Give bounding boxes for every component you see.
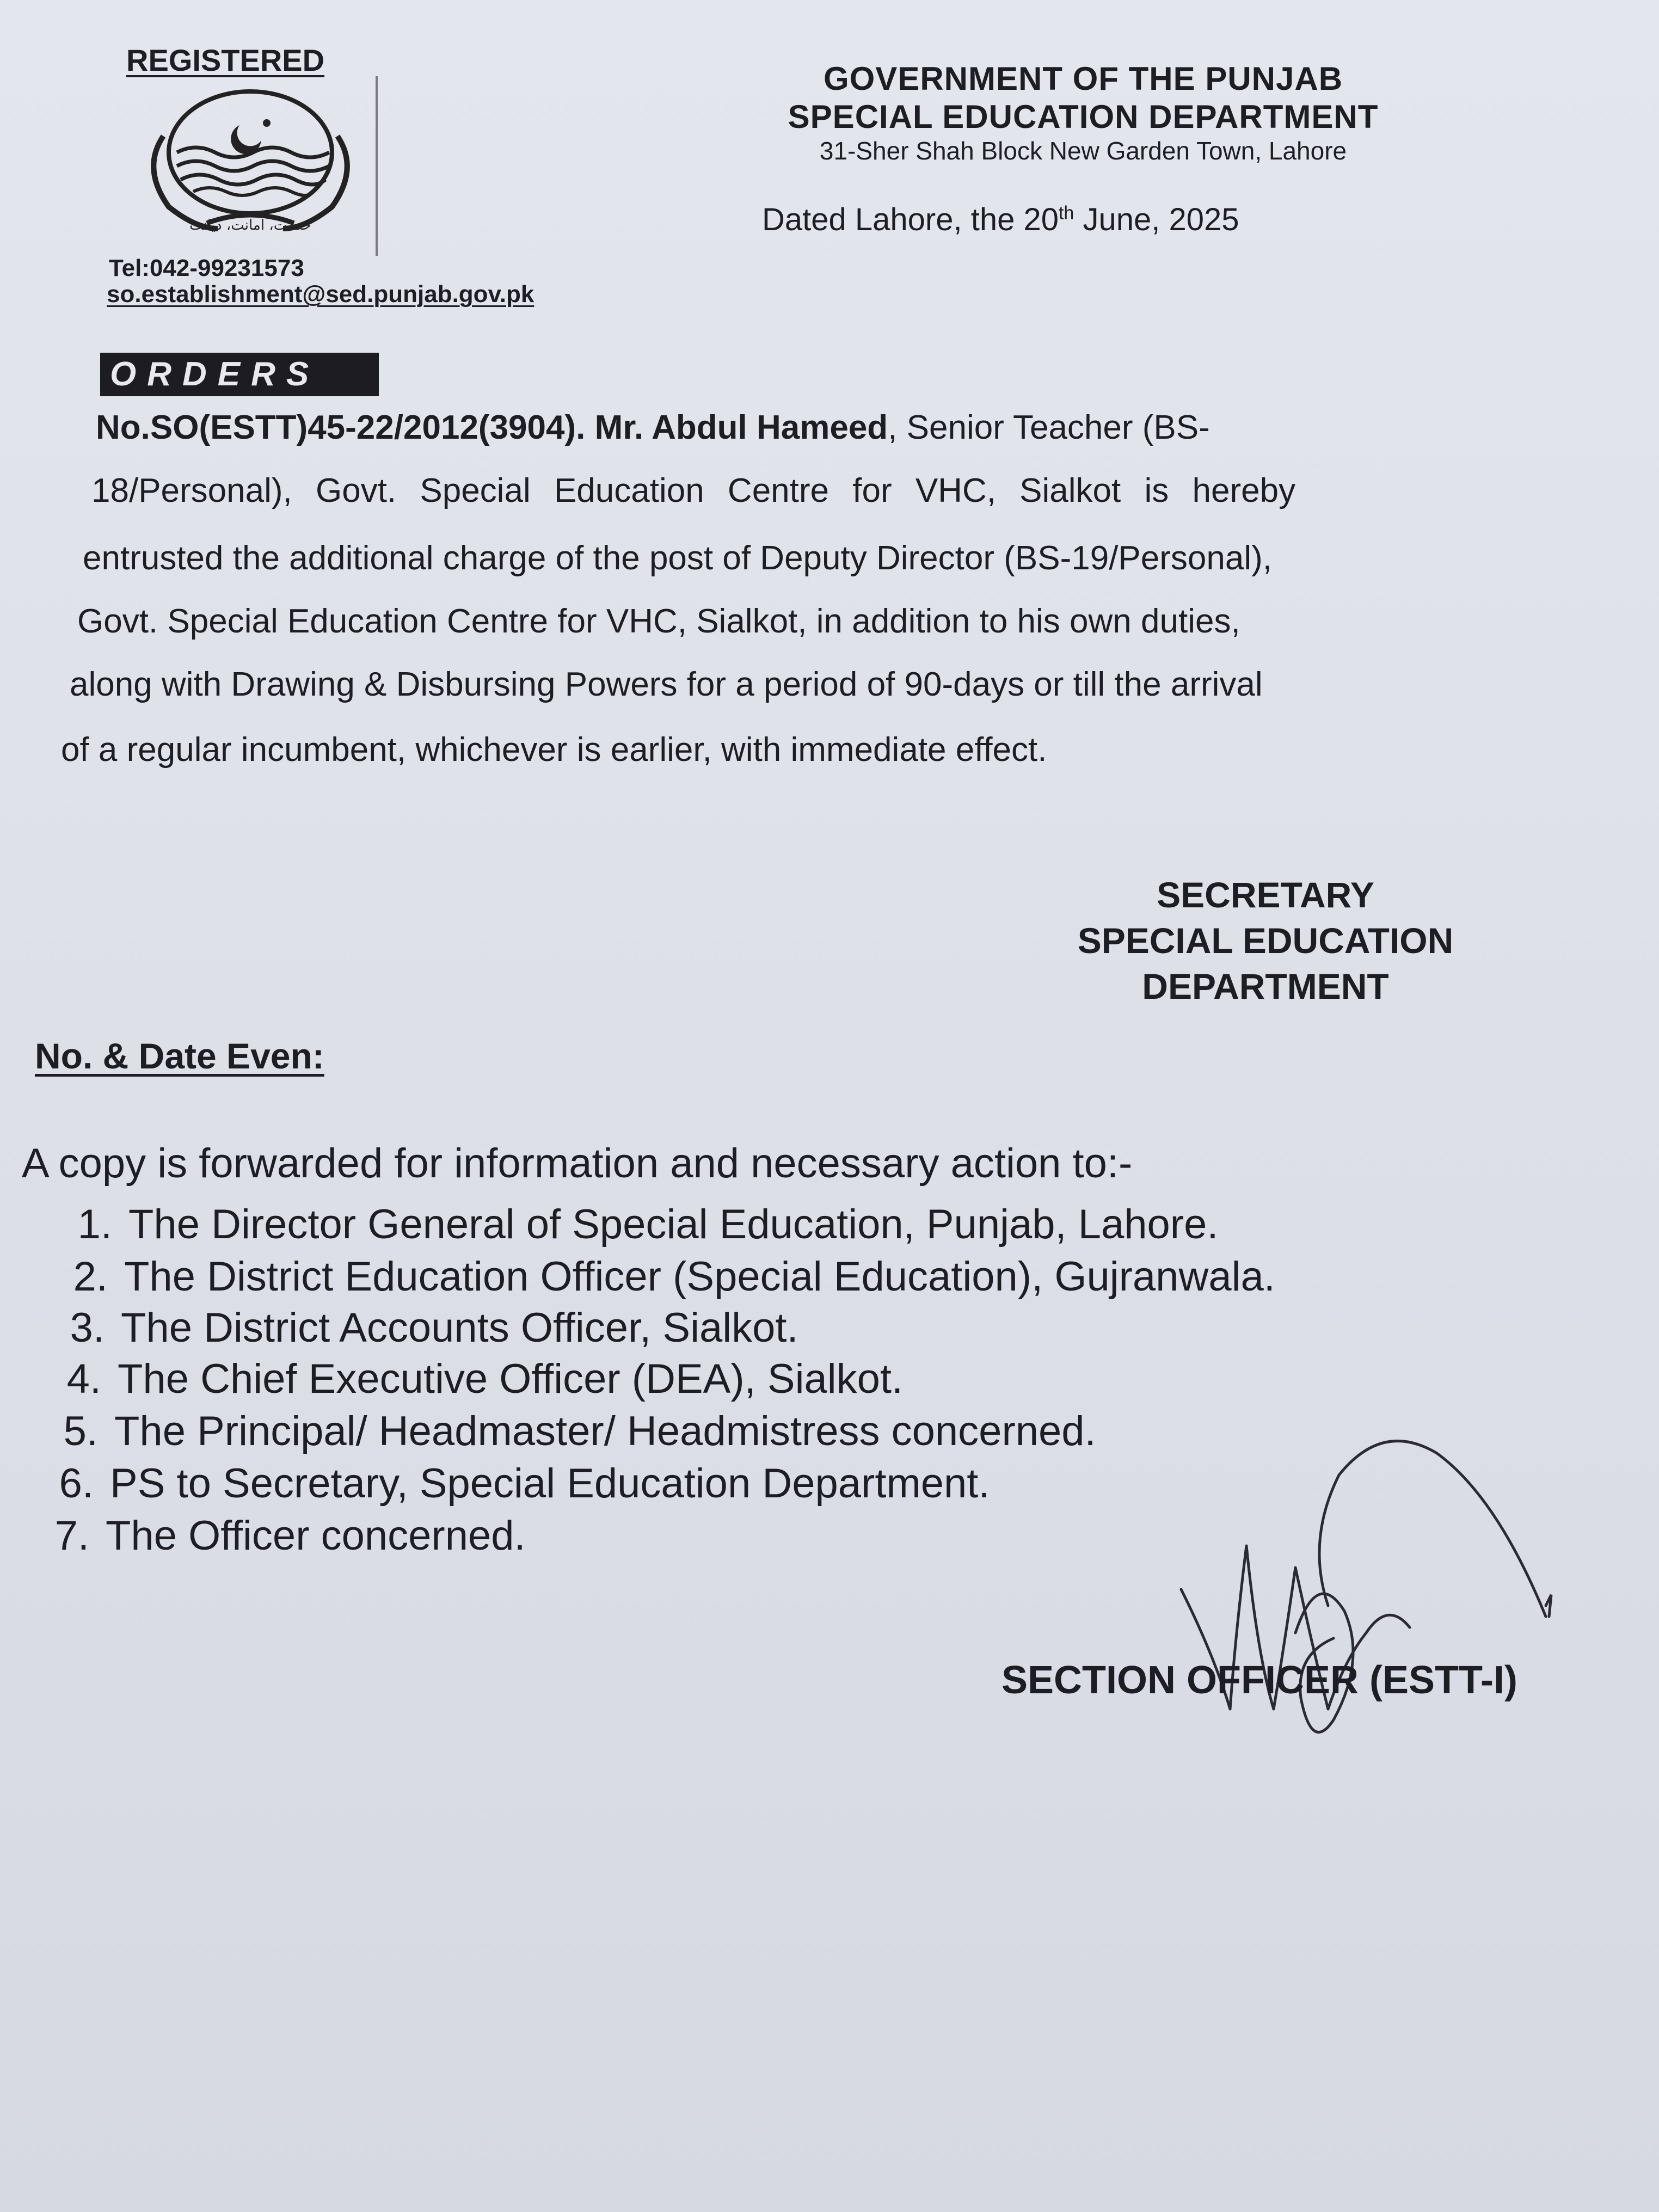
order-line-2: 18/Personal), Govt. Special Education Centre for VHC, Sialkot is hereby: [91, 472, 1296, 509]
secretary-department-2: DEPARTMENT: [1142, 966, 1389, 1006]
svg-text:خدمت، امانت، دیانت: خدمت، امانت، دیانت: [189, 217, 311, 234]
registered-label: REGISTERED: [126, 43, 325, 77]
government-title: GOVERNMENT OF THE PUNJAB: [823, 60, 1343, 97]
list-item: 4. The Chief Executive Officer (DEA), Sialkot.: [66, 1356, 904, 1402]
order-line-6: of a regular incumbent, whichever is earlier, with immediate effect.: [61, 731, 1047, 769]
list-item: 2. The District Education Officer (Special Education), Gujranwala.: [73, 1254, 1275, 1300]
telephone: Tel:042-99231573: [109, 255, 304, 281]
address: 31-Sher Shah Block New Garden Town, Lahore: [819, 137, 1347, 165]
order-line-1: No.SO(ESTT)45-22/2012(3904). Mr. Abdul Hameed, Senior Teacher (BS-: [96, 409, 1210, 446]
letterhead-divider: [376, 76, 378, 256]
list-item: 5. The Principal/ Headmaster/ Headmistress concerned.: [63, 1408, 1096, 1454]
department-title: SPECIAL EDUCATION DEPARTMENT: [788, 99, 1379, 135]
orders-heading: ORDERS: [100, 353, 379, 396]
punjab-emblem-icon: [131, 87, 370, 250]
email-link[interactable]: so.establishment@sed.punjab.gov.pk: [107, 281, 534, 308]
order-line-4: Govt. Special Education Centre for VHC, Sialkot, in addition to his own duties,: [77, 603, 1240, 640]
signature-icon: [1154, 1426, 1589, 1774]
no-date-even-heading: No. & Date Even:: [35, 1036, 324, 1076]
secretary-department: SPECIAL EDUCATION: [1077, 920, 1454, 961]
order-line-3: entrusted the additional charge of the post of Deputy Director (BS-19/Personal),: [83, 539, 1272, 577]
copy-forwarded-intro: A copy is forwarded for information and necessary action to:-: [22, 1140, 1133, 1187]
list-item: 1. The Director General of Special Education, Punjab, Lahore.: [77, 1201, 1219, 1248]
list-item: 3. The District Accounts Officer, Sialkot.: [70, 1305, 798, 1351]
date-line: Dated Lahore, the 20th June, 2025: [762, 202, 1239, 237]
secretary-title: SECRETARY: [1157, 875, 1374, 915]
list-item: 7. The Officer concerned.: [54, 1513, 526, 1559]
list-item: 6. PS to Secretary, Special Education Department.: [59, 1460, 990, 1507]
section-officer-title: SECTION OFFICER (ESTT-I): [1001, 1658, 1517, 1702]
order-line-5: along with Drawing & Disbursing Powers for a period of 90-days or till the arrival: [70, 666, 1263, 703]
